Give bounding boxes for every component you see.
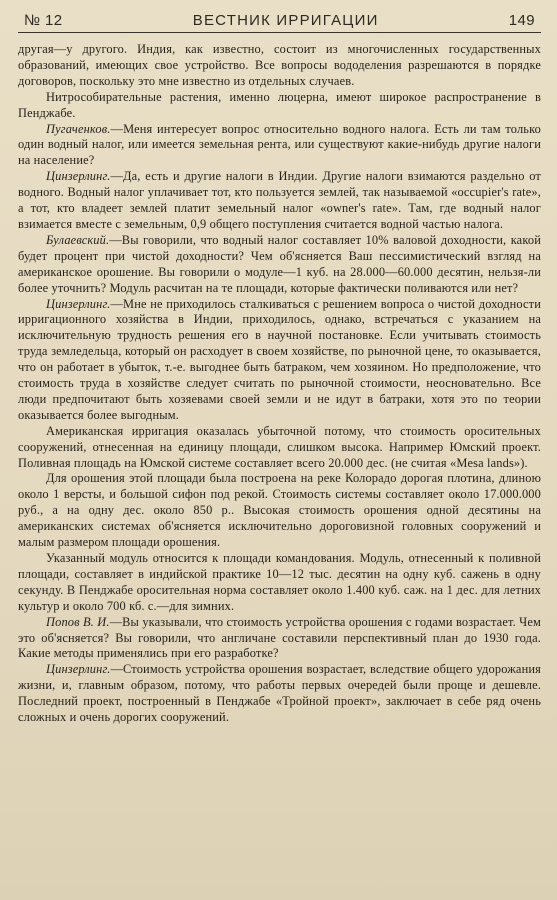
- issue-number: № 12: [24, 12, 63, 29]
- paragraph: [18, 42, 541, 90]
- paragraph: [18, 551, 541, 615]
- paragraph: [18, 471, 541, 551]
- paragraph-text: —Мне не приходилось сталкиваться с решением вопроса о чистой доходности ирригационного хозяйства в Индии, приходилось, однако, встречаться с указанием на исключительную трудность решения его в научной постановке. Если учитывать стоимость труда земледельца, который он расходует в своем хозяйстве, по рыночной цене, то оказывается, что он работает в убыток, т.-е. выгоднее быть батраком, чем хозяином. Но предположение, что стоимость труда в хозяйстве следует считать по рыночной стоимости, неосновательно. Все люди предпочитают быть хозяевами своей земли и не идут в батраки, хотя это по теории оказывается более выгодным.: [18, 296, 541, 422]
- speaker-name: Пугаченков.: [46, 121, 111, 136]
- paragraph: [18, 615, 541, 663]
- paragraph-text: Для орошения этой площади была построена на реке Колорадо дорогая плотина, длиною около 1 версты, и большой сифон под рекой. Стоимость системы составляет около 17.000.000 руб., а на одну дес. около 850 р.. Высокая стоимость орошения одной десятины на американских системах об'ясняется исключительно дороговизной головных сооружений и малым размером площади орошения.: [18, 471, 541, 550]
- paragraph-text: Американская ирригация оказалась убыточной потому, что стоимость оросительных сооружений, отнесенная на единицу площади, слишком высока. Например Юмский проект. Поливная площадь на Юмской системе составляет всего 20.000 дес. (не считая «Mesa lands»).: [18, 423, 541, 470]
- paragraph-text: —Стоимость устройства орошения возрастает, вследствие общего удорожания жизни, и, главным образом, потому, что работы первых очередей были проще и дешевле. Последний проект, построенный в Пенджабе «Тройной проект», заключает в себе ряд очень сложных и очень дорогих сооружений.: [18, 662, 541, 725]
- paragraph: [18, 122, 541, 170]
- speaker-name: Попов В. И.: [46, 614, 110, 629]
- paragraph-text: другая—у другого. Индия, как известно, состоит из многочисленных государственных образований, имеющих свое устройство. Все вопросы вододеления разрешаются в порядке договоров, поскольку это мне известно из отдельных случаев.: [18, 42, 541, 88]
- paragraph: [18, 297, 541, 424]
- running-header: [18, 12, 541, 33]
- paragraph: [18, 90, 541, 122]
- speaker-name: Цинзерлинг.: [46, 169, 111, 184]
- paragraph: [18, 662, 541, 726]
- article-body: [18, 42, 541, 726]
- paragraph-text: —Меня интересует вопрос относительно водного налога. Есть ли там только один водный налог, или имеется земельная рента, или существуют какие-нибудь другие налоги на население?: [18, 121, 541, 168]
- paragraph-text: —Да, есть и другие налоги в Индии. Другие налоги взимаются раздельно от водного. Водный налог уплачивает тот, кто пользуется землей, так называемой «occupier's rate», а тот, кто владеет землей платит земельный налог «owner's rate». Там, где водный налог взимается вместе с земельным, 0,9 общего поступления считается водной частью налога.: [18, 169, 541, 231]
- paragraph-text: —Вы говорили, что водный налог составляет 10% валовой доходности, какой будет процент при чистой доходности? Чем об'ясняется Ваш пессимистический взгляд на американское орошение. Вы говорили о модуле—1 куб. на 28.000—60.000 десятин, нельзя-ли более уточнить? Модуль расчитан на те площади, которые фактически поливаются или нет?: [18, 232, 541, 295]
- paragraph: [18, 233, 541, 297]
- paragraph-text: —Вы указывали, что стоимость устройства орошения с годами возрастает. Чем это об'ясняется? Вы говорили, что англичане составили перспективный план до 1930 года. Какие методы применялись при его разработке?: [18, 614, 541, 661]
- paragraph: [18, 424, 541, 472]
- speaker-name: Цинзерлинг.: [46, 296, 111, 311]
- speaker-name: Цинзерлинг.: [46, 662, 111, 677]
- paragraph-text: Указанный модуль относится к площади командования. Модуль, отнесенный к поливной площади, составляет в индийской практике 10—12 тыс. десятин на одну куб. сажень в одну секунду. В Пенджабе оросительная норма составляет около 1.400 куб. саж. на 1 дес. для летних культур и около 700 кб. с.—для зимних.: [18, 551, 541, 613]
- journal-title: ВЕСТНИК ИРРИГАЦИИ: [192, 12, 379, 29]
- speaker-name: Булаевский.: [46, 232, 110, 247]
- paragraph: [18, 169, 541, 233]
- page-number: 149: [508, 12, 535, 29]
- paragraph-text: Нитрособирательные растения, именно люцерна, имеют широкое распространение в Пенджабе.: [18, 89, 541, 120]
